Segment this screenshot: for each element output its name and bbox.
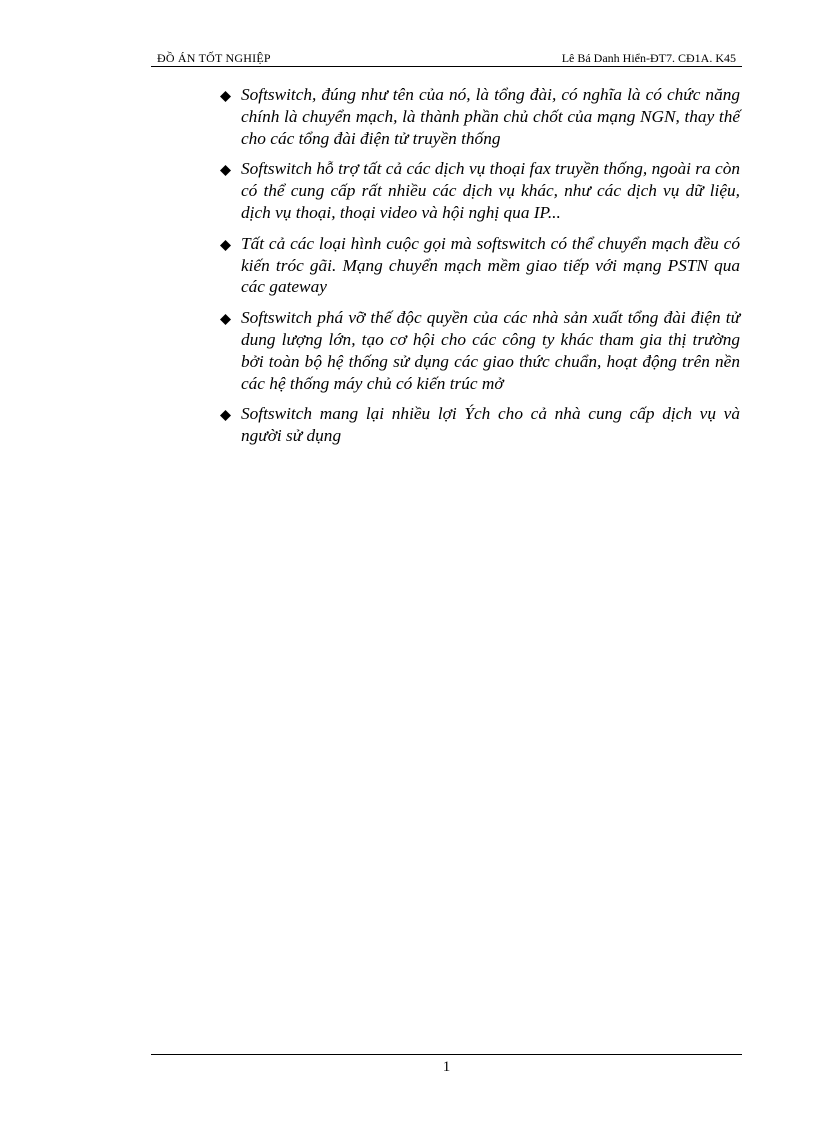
page-header [151,50,742,67]
bullet-list [218,84,740,447]
author-info: Lê Bá Danh Hiển-ĐT7. CĐ1A. K45 [561,51,736,65]
list-item [218,233,740,298]
list-item [218,403,740,447]
footer-divider [151,1054,742,1055]
diamond-bullet-icon [220,314,231,325]
list-item [218,158,740,223]
list-item [218,84,740,149]
page-number: 1 [442,1059,451,1075]
bullet-text: Tất cả các loại hình cuộc gọi mà softswitch có thể chuyển mạch đều có kiến tróc gãi. Mạng chuyển mạch mềm giao tiếp với mạng PSTN qua các gateway [241,233,740,297]
diamond-bullet-icon [220,410,231,421]
bullet-text: Softswitch mang lại nhiều lợi Ých cho cả nhà cung cấp dịch vụ và người sử dụng [241,404,740,446]
bullet-text: Softswitch hỗ trợ tất cả các dịch vụ thoại fax truyền thống, ngoài ra còn có thể cung cấp rất nhiều các dịch vụ khác, như các dịch vụ dữ liệu, dịch vụ thoại, thoại video và hội nghị qua IP... [241,159,740,222]
bullet-text: Softswitch, đúng như tên của nó, là tổng đài, có nghĩa là có chức năng chính là chuyển mạch, là thành phần chủ chốt của mạng NGN, thay thế cho các tổng đài điện tử truyền thống [241,85,740,148]
diamond-bullet-icon [220,240,231,251]
list-item [218,307,740,394]
diamond-bullet-icon [220,165,231,176]
diamond-bullet-icon [220,91,231,102]
document-title: ĐỒ ÁN TỐT NGHIỆP [157,51,271,65]
page-content [218,84,740,456]
bullet-text: Softswitch phá vỡ thế độc quyền của các nhà sản xuất tổng đài điện tử dung lượng lớn, tạo cơ hội cho các công ty khác tham gia thị trường bởi toàn bộ hệ thống sử dụng các giao thức chuẩn, hoạt động trên nền các hệ thống máy chủ có kiến trúc mở [241,308,740,393]
